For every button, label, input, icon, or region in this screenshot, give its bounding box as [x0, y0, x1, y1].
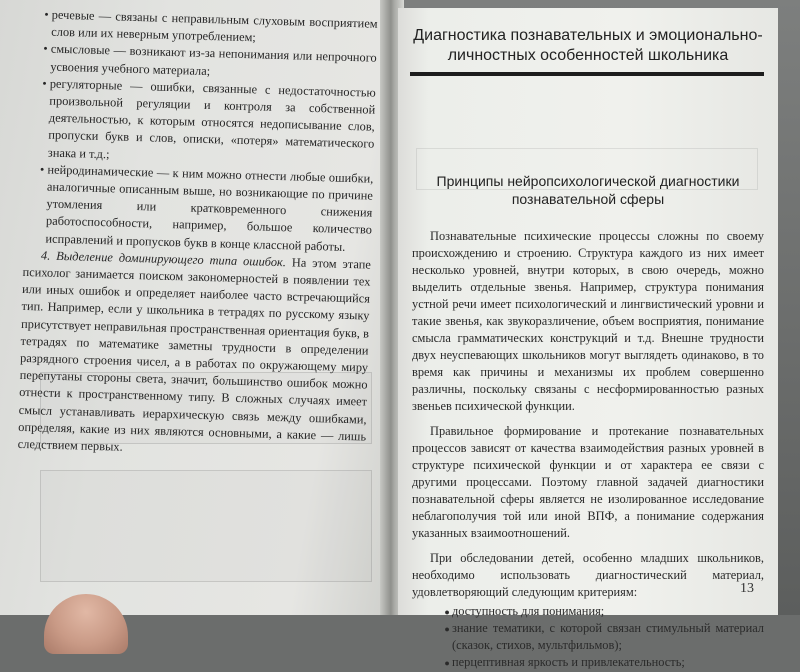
show-through-box	[40, 470, 372, 582]
page-number: 13	[740, 581, 754, 596]
chapter-title: Диагностика познавательных и эмоционально-личностных особенностей школьника	[413, 27, 763, 64]
list-item: • перцептивная яркость и привлекательность;	[452, 654, 764, 671]
right-page	[398, 8, 778, 669]
point-4-paragraph	[18, 247, 372, 463]
point-text: На этом этапе психолог занимается поиском закономерностей в появлении тех или иных ошибок и определяет наиболее часто встречающийся тип. Например, если у школьника в тетрадях по русскому языку присутствует неправильная пространственная ориентация букв, в тетрадях по математике заметны трудности в определении разрядного строения чисел, а в работах по окружающему миру перепутаны стороны света, значит, большинство ошибок можно отнести к пространственному типу. В сложных случаях имеет смысл устанавливать иерархическую связь между ошибками, определяя, какие из них являются основными, а какие — лишь следствием первых.	[17, 255, 372, 454]
point-number: 4.	[40, 248, 51, 263]
right-page-text	[412, 228, 764, 671]
paragraph: При обследовании детей, особенно младших школьников, необходимо использовать диагностический материал, удовлетворяющий следующим критериям:	[412, 551, 764, 599]
section-title: Принципы нейропсихологической диагностики познавательной сферы	[436, 173, 740, 207]
error-types-list	[23, 6, 378, 256]
left-page-text	[18, 6, 378, 463]
left-page	[0, 0, 388, 615]
chapter-divider	[410, 72, 764, 76]
list-item: • доступность для понимания;	[452, 603, 764, 620]
list-item: • нейродинамические — к ним можно отнести любые ошибки, аналогичные описанным выше, но возникающие по причине утомления или кратковременного снижения работоспособности, например, большое количество исправлений и пропусков букв в конце классной работы.	[45, 161, 373, 256]
point-title: Выделение доминирующего типа ошибок.	[56, 248, 287, 270]
list-item: • знание тематики, с которой связан стимульный материал (сказок, стихов, мультфильмов);	[452, 620, 764, 654]
criteria-list	[412, 603, 764, 671]
list-item: • регуляторные — ошибки, связанные с недостаточностью произвольной регуляции и контроля за собственной деятельностью, к которым относятся недописывание слов, пропуски букв и слов, описки, «потеря» математического знака и т.д.;	[48, 75, 376, 170]
paragraph: Правильное формирование и протекание познавательных процессов зависят от качества взаимодействия разных уровней в структуре психической функции и от характера ее связи с другими процессами. Поэтому главной задачей диагностики познавательной сферы является не изолированное исследование неблагополучия той или иной ВПФ, а понимание содержания указанных взаимоотношений.	[412, 424, 764, 540]
list-item: • смысловые — возникают из-за непонимания или непрочного усвоения учебного материала;	[50, 41, 377, 84]
paragraph: Познавательные психические процессы сложны по своему происхождению и строению. Структура каждого из них имеет несколько уровней, внутри которых, в свою очередь, можно выделить отдельные звенья. Например, структура понимания устной речи имеет психологический и лингвистический уровни и такие звенья, как звукоразличение, объем восприятия, понимание смысла грамматических конструкций и т.д. Внешне трудности двух неуспевающих школьников могут выглядеть одинаково, в то время как причины и механизмы их проблем совершенно различны, поскольку связаны с несформированностью разных звеньев психической функции.	[412, 229, 764, 413]
list-item: • речевые — связаны с неправильным слуховым восприятием слов или их неверным употреблением;	[51, 7, 378, 50]
